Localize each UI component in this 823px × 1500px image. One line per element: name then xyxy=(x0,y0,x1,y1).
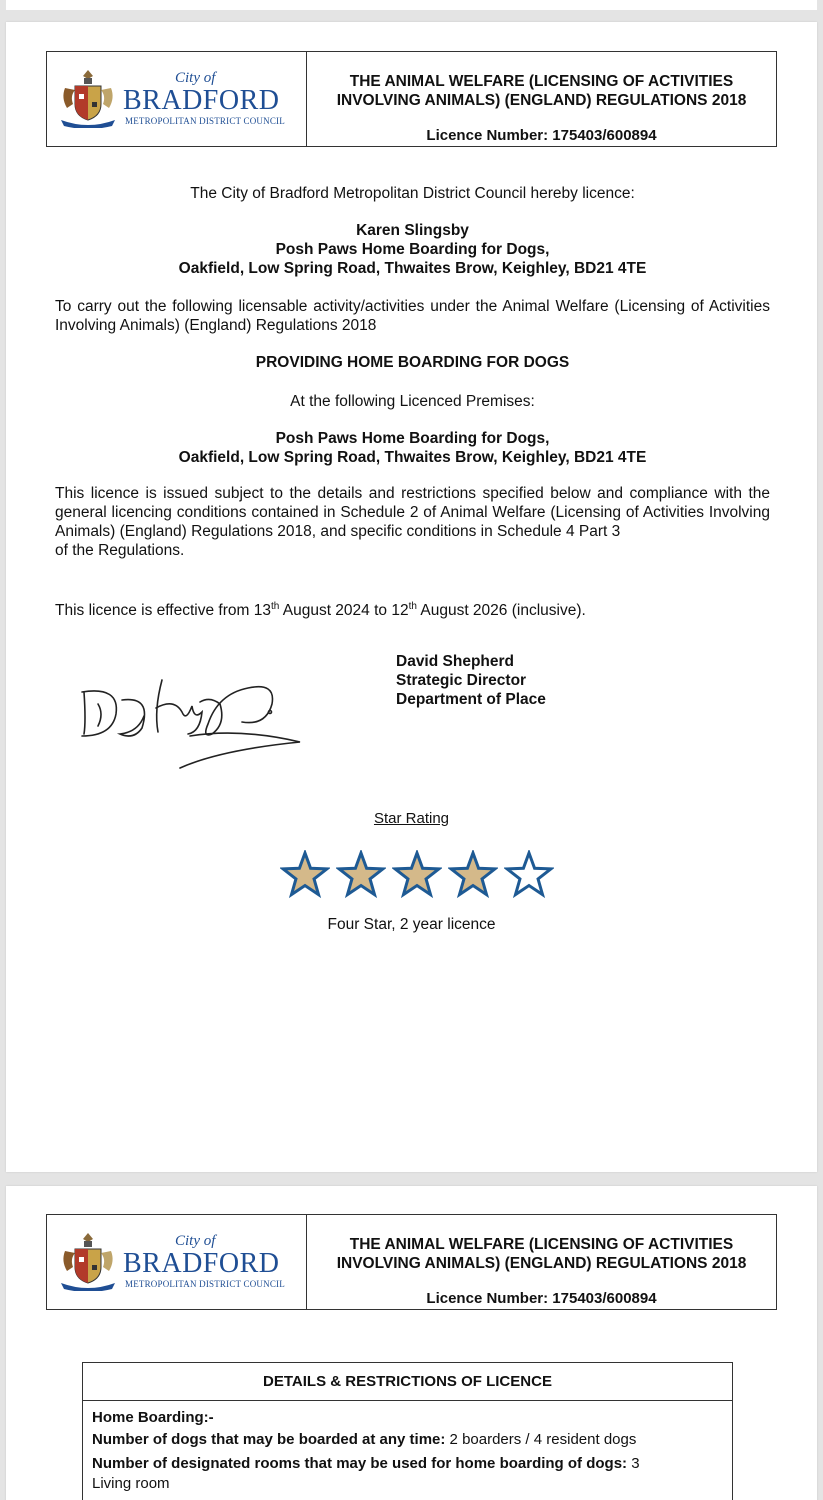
effective-end-suffix: th xyxy=(408,601,417,612)
dogs-limit-row xyxy=(92,1429,723,1451)
header-title-line-1: THE ANIMAL WELFARE (LICENSING OF ACTIVITIES xyxy=(349,73,734,90)
activity-intro: To carry out the following licensable activity/activities under the Animal Welfare (Licensing of Activities Involving Animals) (England) Regulations 2018 xyxy=(55,298,770,334)
header-title-line-2: INVOLVING ANIMALS) (ENGLAND) REGULATIONS 2018 xyxy=(336,1255,747,1272)
star-filled-icon xyxy=(392,850,442,900)
coat-of-arms-icon xyxy=(59,1229,117,1291)
logo-subtitle-text: METROPOLITAN DISTRICT COUNCIL xyxy=(125,1279,285,1289)
logo-name-text: BRADFORD xyxy=(123,1248,280,1279)
licensed-activity: PROVIDING HOME BOARDING FOR DOGS xyxy=(255,354,570,371)
rooms-row xyxy=(92,1454,723,1494)
licence-page-2 xyxy=(6,1186,817,1500)
details-table xyxy=(82,1362,733,1500)
star-rating-caption: Four Star, 2 year licence xyxy=(327,916,496,933)
licence-number: Licence Number: 175403/600894 xyxy=(426,1290,657,1307)
dogs-limit-label: Number of dogs that may be boarded at any time: xyxy=(92,1431,446,1448)
conditions-text-end: of the Regulations. xyxy=(55,542,185,559)
rooms-extra: Living room xyxy=(92,1475,170,1492)
council-logo xyxy=(47,1215,307,1309)
header-title xyxy=(307,1215,776,1309)
council-logo xyxy=(47,52,307,146)
rooms-value: 3 xyxy=(627,1455,640,1472)
coat-of-arms-icon xyxy=(59,66,117,128)
star-filled-icon xyxy=(448,850,498,900)
effective-prefix: This licence is effective from 13 xyxy=(55,602,271,620)
premises-name: Posh Paws Home Boarding for Dogs, xyxy=(275,430,550,447)
conditions-text-main: This licence is issued subject to the details and restrictions specified below and compliance with the general licencing conditions contained in Schedule 2 of Animal Welfare (Licensing of Activities Involving Animals) (England) Regulations 2018, and specific conditions in Schedule 4 Part 3 xyxy=(55,485,770,540)
logo-city-text: City of xyxy=(175,70,216,86)
effective-suffix: August 2026 (inclusive). xyxy=(416,602,586,620)
header-title-line-1: THE ANIMAL WELFARE (LICENSING OF ACTIVITIES xyxy=(349,1236,734,1253)
header-title xyxy=(307,52,776,146)
holder-name: Karen Slingsby xyxy=(356,222,469,239)
star-rating xyxy=(280,850,554,900)
star-filled-icon xyxy=(280,850,330,900)
logo-name-text: BRADFORD xyxy=(123,85,280,116)
licence-page-1 xyxy=(6,22,817,1172)
details-title: DETAILS & RESTRICTIONS OF LICENCE xyxy=(83,1363,732,1401)
business-name: Posh Paws Home Boarding for Dogs, xyxy=(275,241,550,258)
signatory-department: Department of Place xyxy=(396,691,546,708)
signatory-name: David Shepherd xyxy=(396,653,514,670)
dogs-limit-value: 2 boarders / 4 resident dogs xyxy=(445,1431,637,1448)
premises-address: Oakfield, Low Spring Road, Thwaites Brow, Keighley, BD21 4TE xyxy=(178,449,647,466)
licence-number: Licence Number: 175403/600894 xyxy=(426,127,657,144)
logo-city-text: City of xyxy=(175,1233,216,1249)
signatory-block xyxy=(396,652,546,709)
licence-header xyxy=(46,51,777,147)
licence-header xyxy=(46,1214,777,1310)
details-section: Home Boarding:- xyxy=(92,1409,214,1426)
signature-image xyxy=(70,662,310,772)
conditions-text xyxy=(55,484,770,560)
details-body xyxy=(83,1401,732,1500)
business-address: Oakfield, Low Spring Road, Thwaites Brow, Keighley, BD21 4TE xyxy=(178,260,647,277)
premises-intro: At the following Licenced Premises: xyxy=(290,393,535,410)
star-rating-label: Star Rating xyxy=(373,810,450,827)
star-filled-icon xyxy=(336,850,386,900)
signatory-title: Strategic Director xyxy=(396,672,527,689)
logo-subtitle-text: METROPOLITAN DISTRICT COUNCIL xyxy=(125,116,285,126)
effective-mid: August 2024 to 12 xyxy=(279,602,409,620)
previous-page-edge xyxy=(6,0,817,10)
effective-dates xyxy=(55,597,770,620)
effective-start-suffix: th xyxy=(270,601,280,612)
rooms-label: Number of designated rooms that may be used for home boarding of dogs: xyxy=(92,1455,628,1472)
star-empty-icon xyxy=(504,850,554,900)
licence-intro: The City of Bradford Metropolitan District Council hereby licence: xyxy=(190,185,635,202)
header-title-line-2: INVOLVING ANIMALS) (ENGLAND) REGULATIONS 2018 xyxy=(336,92,747,109)
